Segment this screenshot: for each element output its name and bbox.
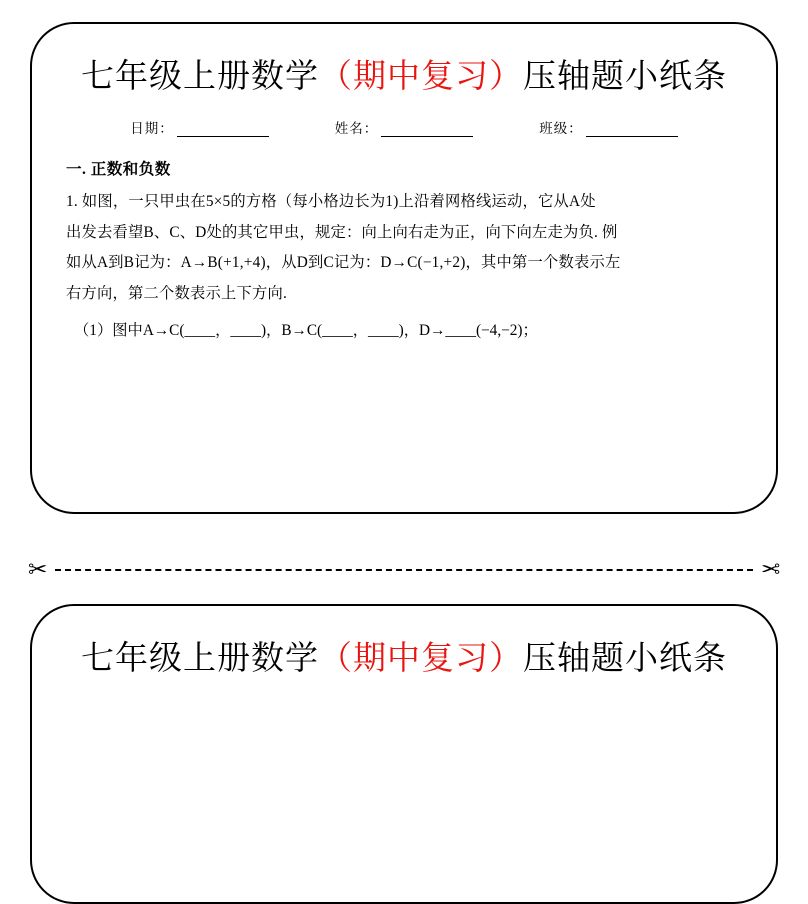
question-number: 1.: [66, 193, 78, 211]
worksheet-card-1: [30, 22, 778, 514]
date-input[interactable]: [177, 123, 269, 137]
worksheet-body-1: [66, 155, 742, 441]
question-text-line-4: 右方向，第二个数表示上下方向.: [66, 285, 287, 302]
meta-row: [32, 117, 776, 137]
class-input[interactable]: [586, 123, 678, 137]
worksheet-card-2: [30, 604, 778, 904]
meta-item-date: [130, 117, 269, 137]
page-title: [32, 50, 776, 97]
date-label: 日期：: [130, 121, 174, 136]
question-text-line-2: 出发去看望B、C、D处的其它甲虫，规定：向上向右走为正，向下向左走为负. 例: [66, 223, 618, 241]
meta-item-name: [335, 117, 474, 137]
cut-line-dashes: [55, 569, 752, 571]
page-title-2: [32, 632, 776, 679]
title-part-1-copy: 七年级上册数学: [81, 638, 319, 677]
sub-question-1: （1）图中A→C(____，____)，B→C(____，____)，D→____(−4,−2)；: [74, 321, 538, 339]
title-part-3: 压轴题小纸条: [523, 56, 727, 95]
class-label: 班级：: [539, 121, 583, 136]
scissors-icon: ✂: [28, 556, 48, 583]
name-input[interactable]: [381, 123, 473, 137]
meta-item-class: [539, 117, 678, 137]
name-label: 姓名：: [334, 121, 379, 136]
question-text-line-1: 如图，一只甲虫在5×5的方格（每小格边长为1)上沿着网格线运动，它从A处: [81, 193, 596, 211]
question-line-1: [66, 187, 742, 218]
title-part-2: （期中复习）: [319, 56, 523, 95]
scissors-icon-right: ✂: [760, 556, 780, 583]
question-text-line-3: 如从A到B记为：A→B(+1,+4)，从D到C记为：D→C(−1,+2)，其中第一个数表示左: [66, 254, 621, 272]
answer-space[interactable]: [66, 345, 742, 441]
title-part-2-copy: （期中复习）: [319, 638, 523, 677]
cut-line: [28, 556, 780, 584]
section-heading: 一. 正数和负数: [66, 161, 171, 178]
title-part-3-copy: 压轴题小纸条: [523, 638, 727, 677]
title-part-1: 七年级上册数学: [81, 56, 319, 95]
